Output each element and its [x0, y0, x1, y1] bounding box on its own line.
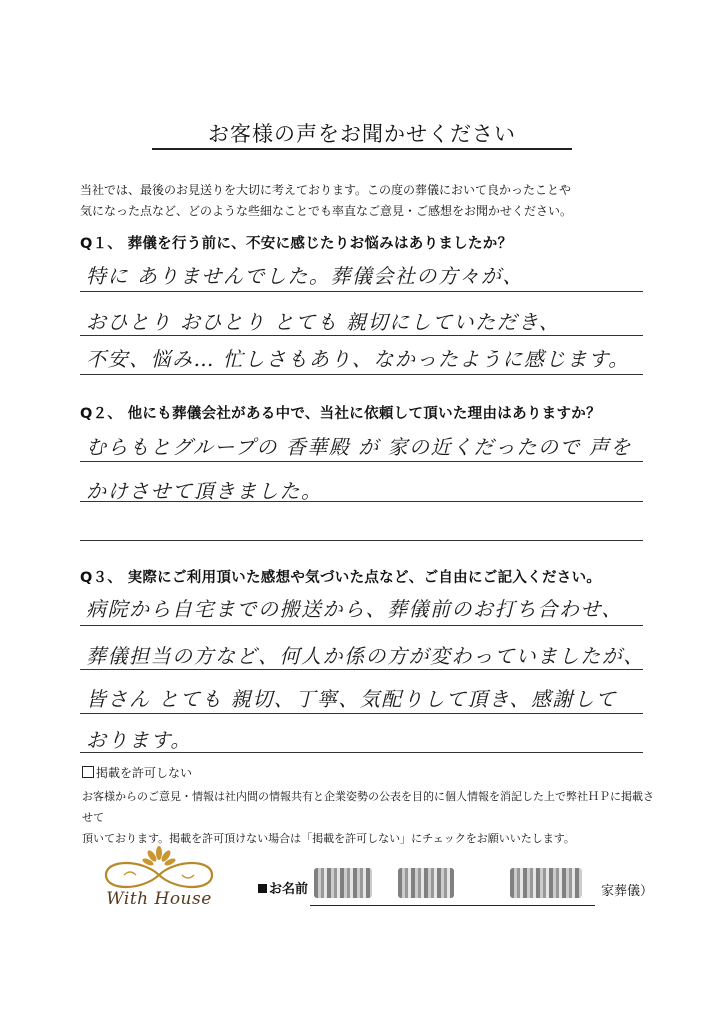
name-label-text: お名前 — [269, 882, 309, 897]
consent-checkbox-row[interactable] — [82, 764, 192, 781]
company-logo — [84, 845, 234, 913]
page-title: お客様の声をお聞かせください — [208, 122, 516, 146]
answer-3-line-2: 葬儀担当の方など、何人か係の方が変わっていましたが、 — [86, 644, 645, 668]
answer-3-line-1: 病院から自宅までの搬送から、葬儀前のお打ち合わせ、 — [86, 597, 623, 621]
answer-line — [80, 461, 643, 462]
name-suffix: 家葬儀） — [601, 884, 654, 899]
answer-line — [80, 291, 643, 292]
consent-note — [82, 786, 662, 849]
question-3-label: Q３、 実際にご利用頂いた感想や気づいた点など、ご自由にご記入ください。 — [80, 570, 602, 586]
answer-3-line-4: おります。 — [86, 728, 192, 752]
name-redacted-3 — [510, 868, 582, 898]
name-label — [258, 878, 308, 897]
answer-2-line-1: むらもとグループの 香華殿 が 家の近くだったので 声を — [86, 435, 632, 459]
answer-3-line-3: 皆さん とても 親切、丁寧、気配りして頂き、感謝して — [86, 687, 617, 711]
question-2-label: Q２、 他にも葬儀会社がある中で、当社に依頼して頂いた理由はありますか？ — [80, 406, 601, 422]
consent-checkbox[interactable] — [82, 766, 94, 778]
name-redacted-1 — [314, 868, 372, 898]
consent-note-line: 頂いております。掲載を許可頂けない場合は「掲載を許可しない」にチェックをお願いいたします。 — [82, 832, 575, 845]
answer-2-line-2: かけさせて頂きました。 — [86, 479, 323, 503]
answer-line — [80, 540, 643, 541]
answer-line — [80, 501, 643, 502]
intro-text — [80, 180, 660, 222]
square-bullet-icon — [258, 884, 267, 893]
consent-note-line: お客様からのご意見・情報は社内間の情報共有と企業姿勢の公表を目的に個人情報を消記した上で弊社ＨＰに掲載させて — [82, 790, 654, 824]
question-1-label: Q１、 葬儀を行う前に、不安に感じたりお悩みはありましたか？ — [80, 236, 513, 252]
infinity-flower-icon — [84, 845, 234, 893]
answer-line — [80, 335, 643, 336]
consent-checkbox-label: 掲載を許可しない — [96, 766, 193, 780]
logo-text: With House — [106, 889, 212, 909]
answer-line — [80, 374, 643, 375]
answer-line — [80, 669, 643, 670]
title-underline — [152, 148, 572, 150]
intro-line: 当社では、最後のお見送りを大切に考えております。この度の葬儀において良かったことや — [80, 183, 572, 197]
answer-line — [80, 752, 643, 753]
answer-line — [80, 713, 643, 714]
answer-line — [80, 625, 643, 626]
answer-1-line-2: おひとり おひとり とても 親切にしていただき、 — [86, 310, 561, 334]
name-underline — [310, 905, 595, 906]
intro-line: 気になった点など、どのような些細なことでも率直なご意見・ご感想をお聞かせください。 — [80, 204, 573, 218]
answer-1-line-1: 特に ありませんでした。葬儀会社の方々が、 — [86, 264, 524, 288]
answer-1-line-3: 不安、悩み… 忙しさもあり、なかったように感じます。 — [86, 347, 630, 371]
name-redacted-2 — [398, 868, 454, 898]
